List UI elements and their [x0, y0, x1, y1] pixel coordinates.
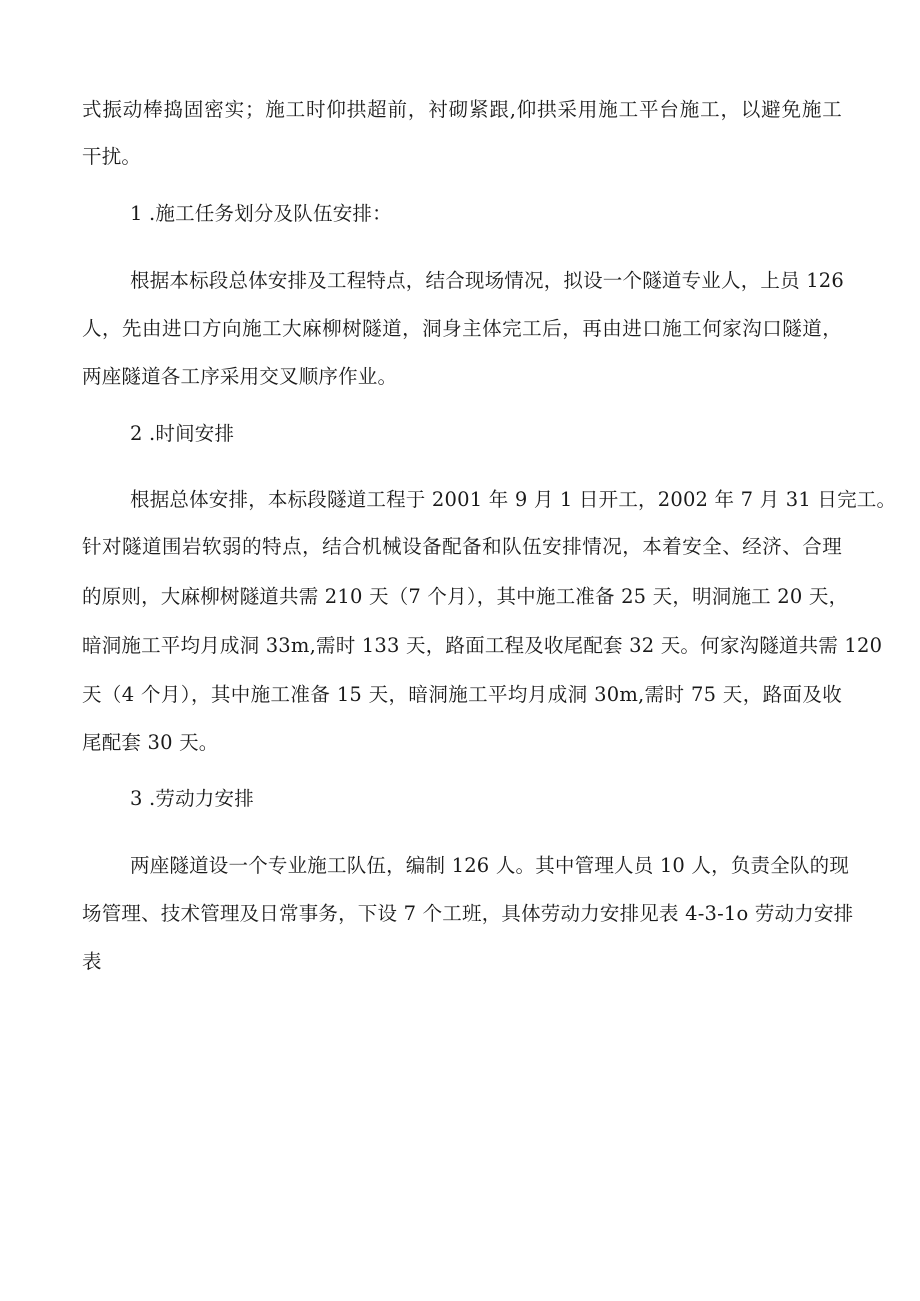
paragraph-line: 根据本标段总体安排及工程特点，结合现场情况，拟设一个隧道专业人，上员 126 — [130, 269, 845, 292]
section-heading: 2 .时间安排 — [130, 422, 235, 445]
paragraph-line: 两座隧道设一个专业施工队伍，编制 126 人。其中管理人员 10 人，负责全队的现 — [130, 854, 850, 877]
paragraph-line: 针对隧道围岩软弱的特点，结合机械设备配备和队伍安排情况，本着安全、经济、合理 — [82, 535, 842, 558]
paragraph-line: 两座隧道各工序采用交叉顺序作业。 — [82, 365, 398, 388]
section-heading: 1 .施工任务划分及队伍安排： — [130, 202, 392, 225]
paragraph-line: 场管理、技术管理及日常事务，下设 7 个工班，具体劳动力安排见表 4-3-1o 劳动力安排 — [82, 902, 854, 925]
paragraph-line: 的原则，大麻柳树隧道共需 210 天（7 个月），其中施工准备 25 天，明洞施工 20 天， — [82, 585, 849, 608]
paragraph-line: 表 — [82, 950, 102, 973]
paragraph-line: 式振动棒捣固密实；施工时仰拱超前，衬砌紧跟,仰拱采用施工平台施工，以避免施工 — [82, 98, 842, 121]
section-heading: 3 .劳动力安排 — [130, 787, 254, 810]
paragraph-line: 天（4 个月），其中施工准备 15 天，暗洞施工平均月成洞 30m,需时 75 天，路面及收 — [82, 683, 842, 706]
paragraph-line: 尾配套 30 天。 — [82, 731, 219, 754]
paragraph-line: 人，先由进口方向施工大麻柳树隧道，洞身主体完工后，再由进口施工何家沟口隧道， — [82, 317, 842, 340]
paragraph-line: 干扰。 — [82, 145, 142, 168]
paragraph-line: 暗洞施工平均月成洞 33m,需时 133 天，路面工程及收尾配套 32 天。何家沟隧道共需 120 — [82, 634, 883, 657]
paragraph-line: 根据总体安排，本标段隧道工程于 2001 年 9 月 1 日开工，2002 年 7 月 31 日完工。 — [130, 488, 897, 511]
